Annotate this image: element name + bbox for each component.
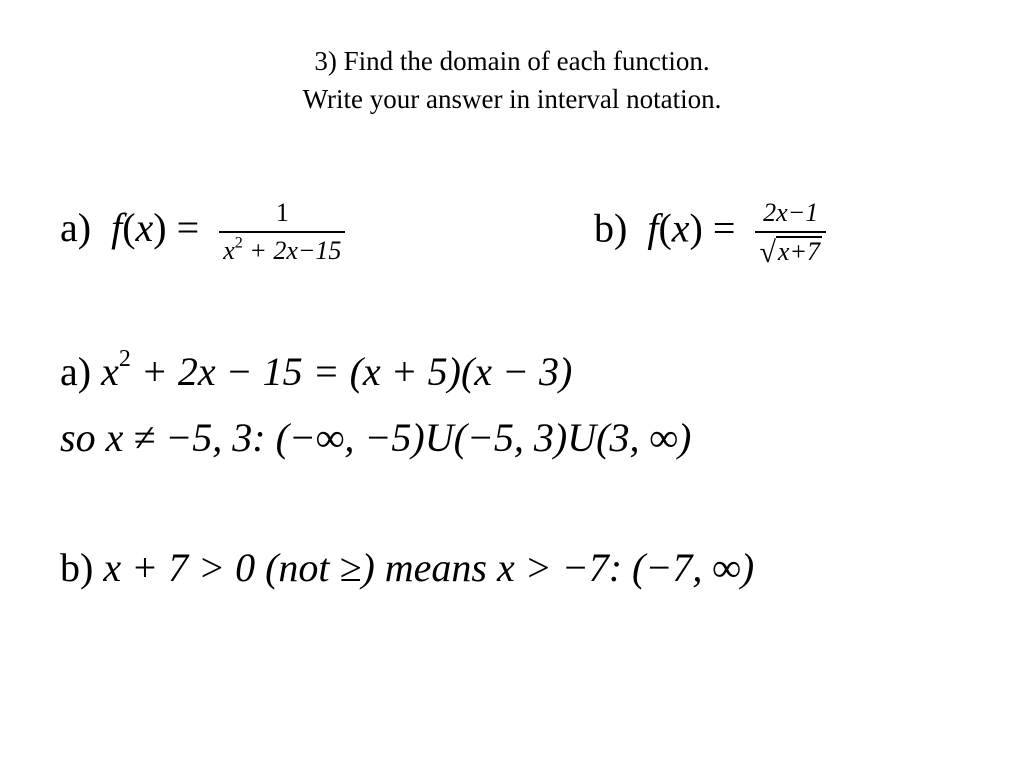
problem-b-fraction <box>755 198 826 267</box>
problem-b-equals: ) = <box>689 205 736 251</box>
solution-a-line-2: so x ≠ −5, 3: (−∞, −5)U(−5, 3)U(3, ∞) <box>60 415 692 460</box>
problem-a-function-name: f <box>111 205 123 251</box>
problem-b-function-name: f <box>647 205 659 251</box>
solution-b-label: b) <box>60 545 94 590</box>
problem-a-paren-open: ( <box>122 205 136 251</box>
title-line-2: Write your answer in interval notation. <box>302 84 722 114</box>
problem-a-den-rest: + 2x−15 <box>249 236 342 265</box>
title-line-1: 3) Find the domain of each function. <box>314 46 710 76</box>
problem-a-denominator <box>219 233 345 266</box>
problem-b-numerator: 2x−1 <box>755 198 826 233</box>
problem-b <box>594 198 826 267</box>
problem-a-numerator: 1 <box>219 198 345 233</box>
problem-a-den-exponent: 2 <box>234 234 243 252</box>
square-root-symbol: √ <box>759 236 776 269</box>
problem-b-radicand: x+7 <box>777 237 820 266</box>
problem-b-denominator <box>755 233 826 267</box>
solution-a-factoring <box>101 345 573 394</box>
solution-a-rest: + 2x − 15 = (x + 5)(x − 3) <box>140 349 573 394</box>
solution-b <box>60 544 754 592</box>
solution-a-label: a) <box>60 349 92 394</box>
problem-a-label: a) <box>60 205 92 251</box>
slide-title <box>0 42 1024 118</box>
problem-b-label: b) <box>594 205 628 251</box>
problem-a-equals: ) = <box>153 205 200 251</box>
problem-a <box>60 198 345 266</box>
solution-a-line-1 <box>60 345 573 396</box>
problem-a-variable: x <box>135 205 154 251</box>
problem-b-paren-open: ( <box>658 205 672 251</box>
solution-b-text: x + 7 > 0 (not ≥) means x > −7: (−7, ∞) <box>103 545 755 590</box>
problem-a-fraction <box>219 198 345 266</box>
problem-b-variable: x <box>671 205 690 251</box>
problem-a-den-base: x <box>223 236 235 265</box>
solution-a-exponent: 2 <box>118 345 131 372</box>
solution-a-base: x <box>101 349 119 394</box>
